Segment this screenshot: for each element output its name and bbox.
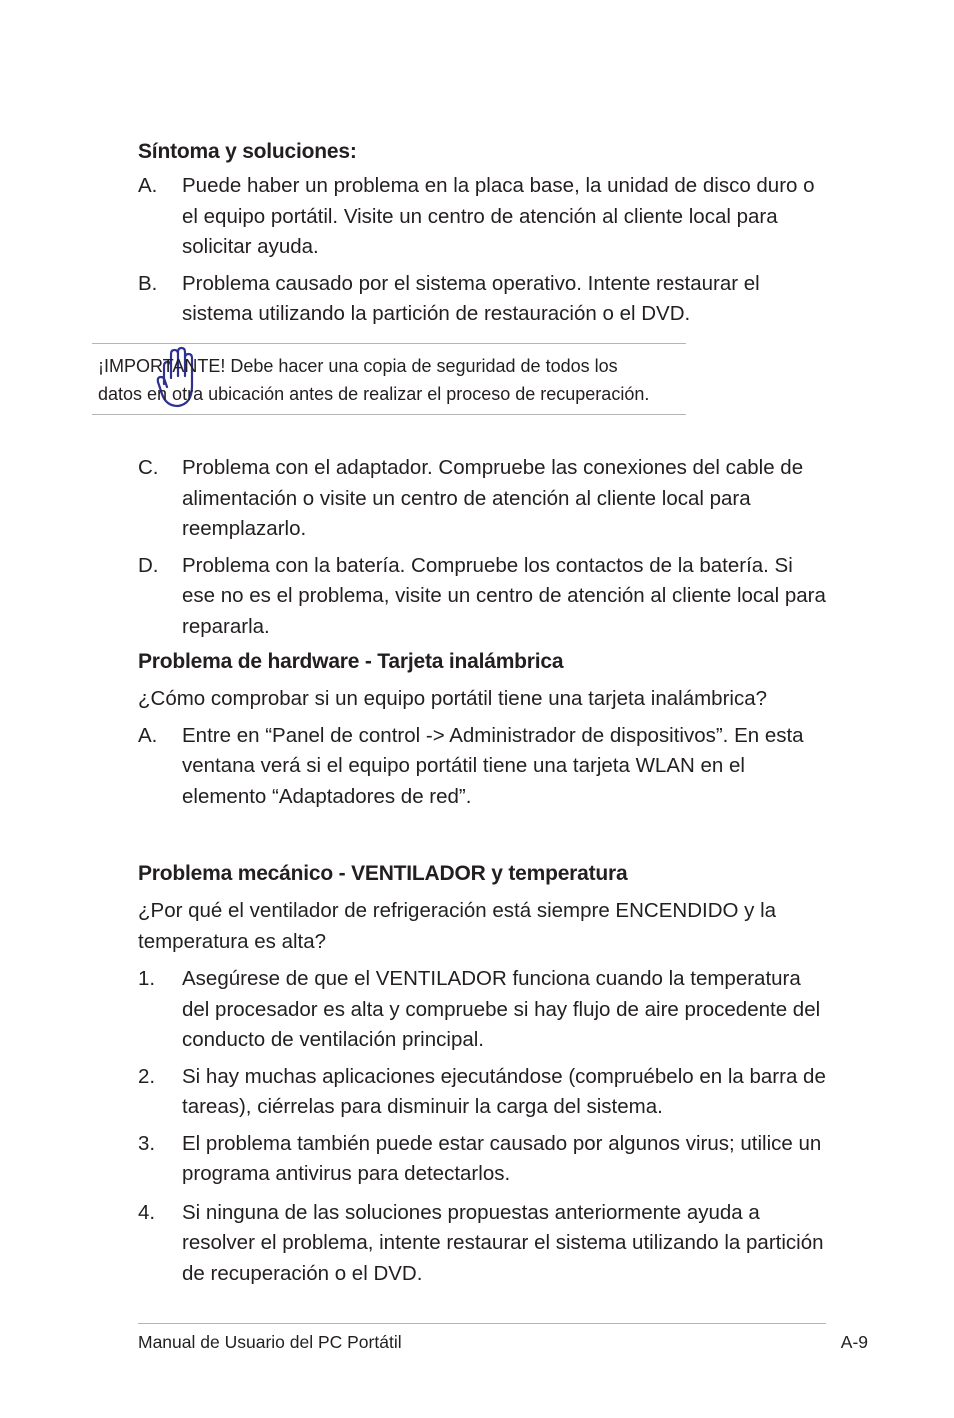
list-marker: 1. xyxy=(138,967,156,990)
list-item xyxy=(138,1129,826,1190)
list-item xyxy=(138,269,826,330)
list-marker: A. xyxy=(138,723,158,747)
list-marker: 4. xyxy=(138,1200,156,1224)
symptoms-list-cd xyxy=(138,453,826,642)
wireless-section xyxy=(138,650,826,812)
list-item xyxy=(138,453,826,545)
list-marker: 2. xyxy=(138,1064,156,1088)
list-item xyxy=(138,171,826,263)
list-item xyxy=(138,1198,826,1290)
symptoms-heading: Síntoma y soluciones: xyxy=(138,140,357,163)
list-item xyxy=(138,1062,826,1123)
list-item-text: Entre en “Panel de control -> Administrador de dispositivos”. En esta ventana verá si el equipo portátil tiene una tarjeta WLAN en el elemento “Adaptadores de red”. xyxy=(182,723,804,808)
list-item-text: Puede haber un problema en la placa base, la unidad de disco duro o el equipo portátil. Visite un centro de atención al cliente local para solicitar ayuda. xyxy=(182,174,815,258)
footer-title: Manual de Usuario del PC Portátil xyxy=(138,1332,402,1352)
important-note xyxy=(92,343,686,415)
fan-section xyxy=(138,862,826,1289)
symptoms-list-ab xyxy=(138,171,826,330)
list-item-text: Problema con el adaptador. Compruebe las conexiones del cable de alimentación o visite un centro de atención al cliente local para reemplazarlo. xyxy=(182,456,804,540)
wireless-heading: Problema de hardware - Tarjeta inalámbrica xyxy=(138,650,564,673)
list-item-text: Asegúrese de que el VENTILADOR funciona cuando la temperatura del procesador es alta y compruebe si hay flujo de aire procedente del conducto de ventilación principal. xyxy=(182,967,821,1051)
symptoms-section xyxy=(138,140,826,164)
list-item xyxy=(138,964,826,1056)
list-marker: C. xyxy=(138,456,159,479)
important-note-text: ¡IMPORTANTE! Debe hacer una copia de seguridad de todos los datos en otra ubicación antes de realizar el proceso de recuperación. xyxy=(98,356,650,404)
list-marker: A. xyxy=(138,174,158,197)
list-marker: B. xyxy=(138,271,158,295)
list-item-text: Problema con la batería. Compruebe los contactos de la batería. Si ese no es el problema, visite un centro de atención al cliente local para repararla. xyxy=(182,553,826,638)
list-marker: 3. xyxy=(138,1131,156,1155)
fan-heading: Problema mecánico - VENTILADOR y temperatura xyxy=(138,862,628,885)
list-item-text: Si ninguna de las soluciones propuestas anteriormente ayuda a resolver el problema, intente restaurar el sistema utilizando la partición de recuperación o el DVD. xyxy=(182,1200,824,1285)
list-item-text: El problema también puede estar causado por algunos virus; utilice un programa antivirus para detectarlos. xyxy=(182,1131,822,1185)
list-marker: D. xyxy=(138,553,159,577)
list-item xyxy=(138,551,826,643)
list-item-text: Problema causado por el sistema operativo. Intente restaurar el sistema utilizando la partición de restauración o el DVD. xyxy=(182,271,760,325)
list-item-text: Si hay muchas aplicaciones ejecutándose (compruébelo en la barra de tareas), ciérrelas para disminuir la carga del sistema. xyxy=(182,1064,826,1118)
page-number: A-9 xyxy=(840,1332,868,1352)
wireless-question: ¿Cómo comprobar si un equipo portátil tiene una tarjeta inalámbrica? xyxy=(138,687,768,710)
footer-divider xyxy=(138,1323,826,1324)
list-item xyxy=(138,721,826,813)
fan-question: ¿Por qué el ventilador de refrigeración está siempre ENCENDIDO y la temperatura es alta? xyxy=(138,899,777,953)
